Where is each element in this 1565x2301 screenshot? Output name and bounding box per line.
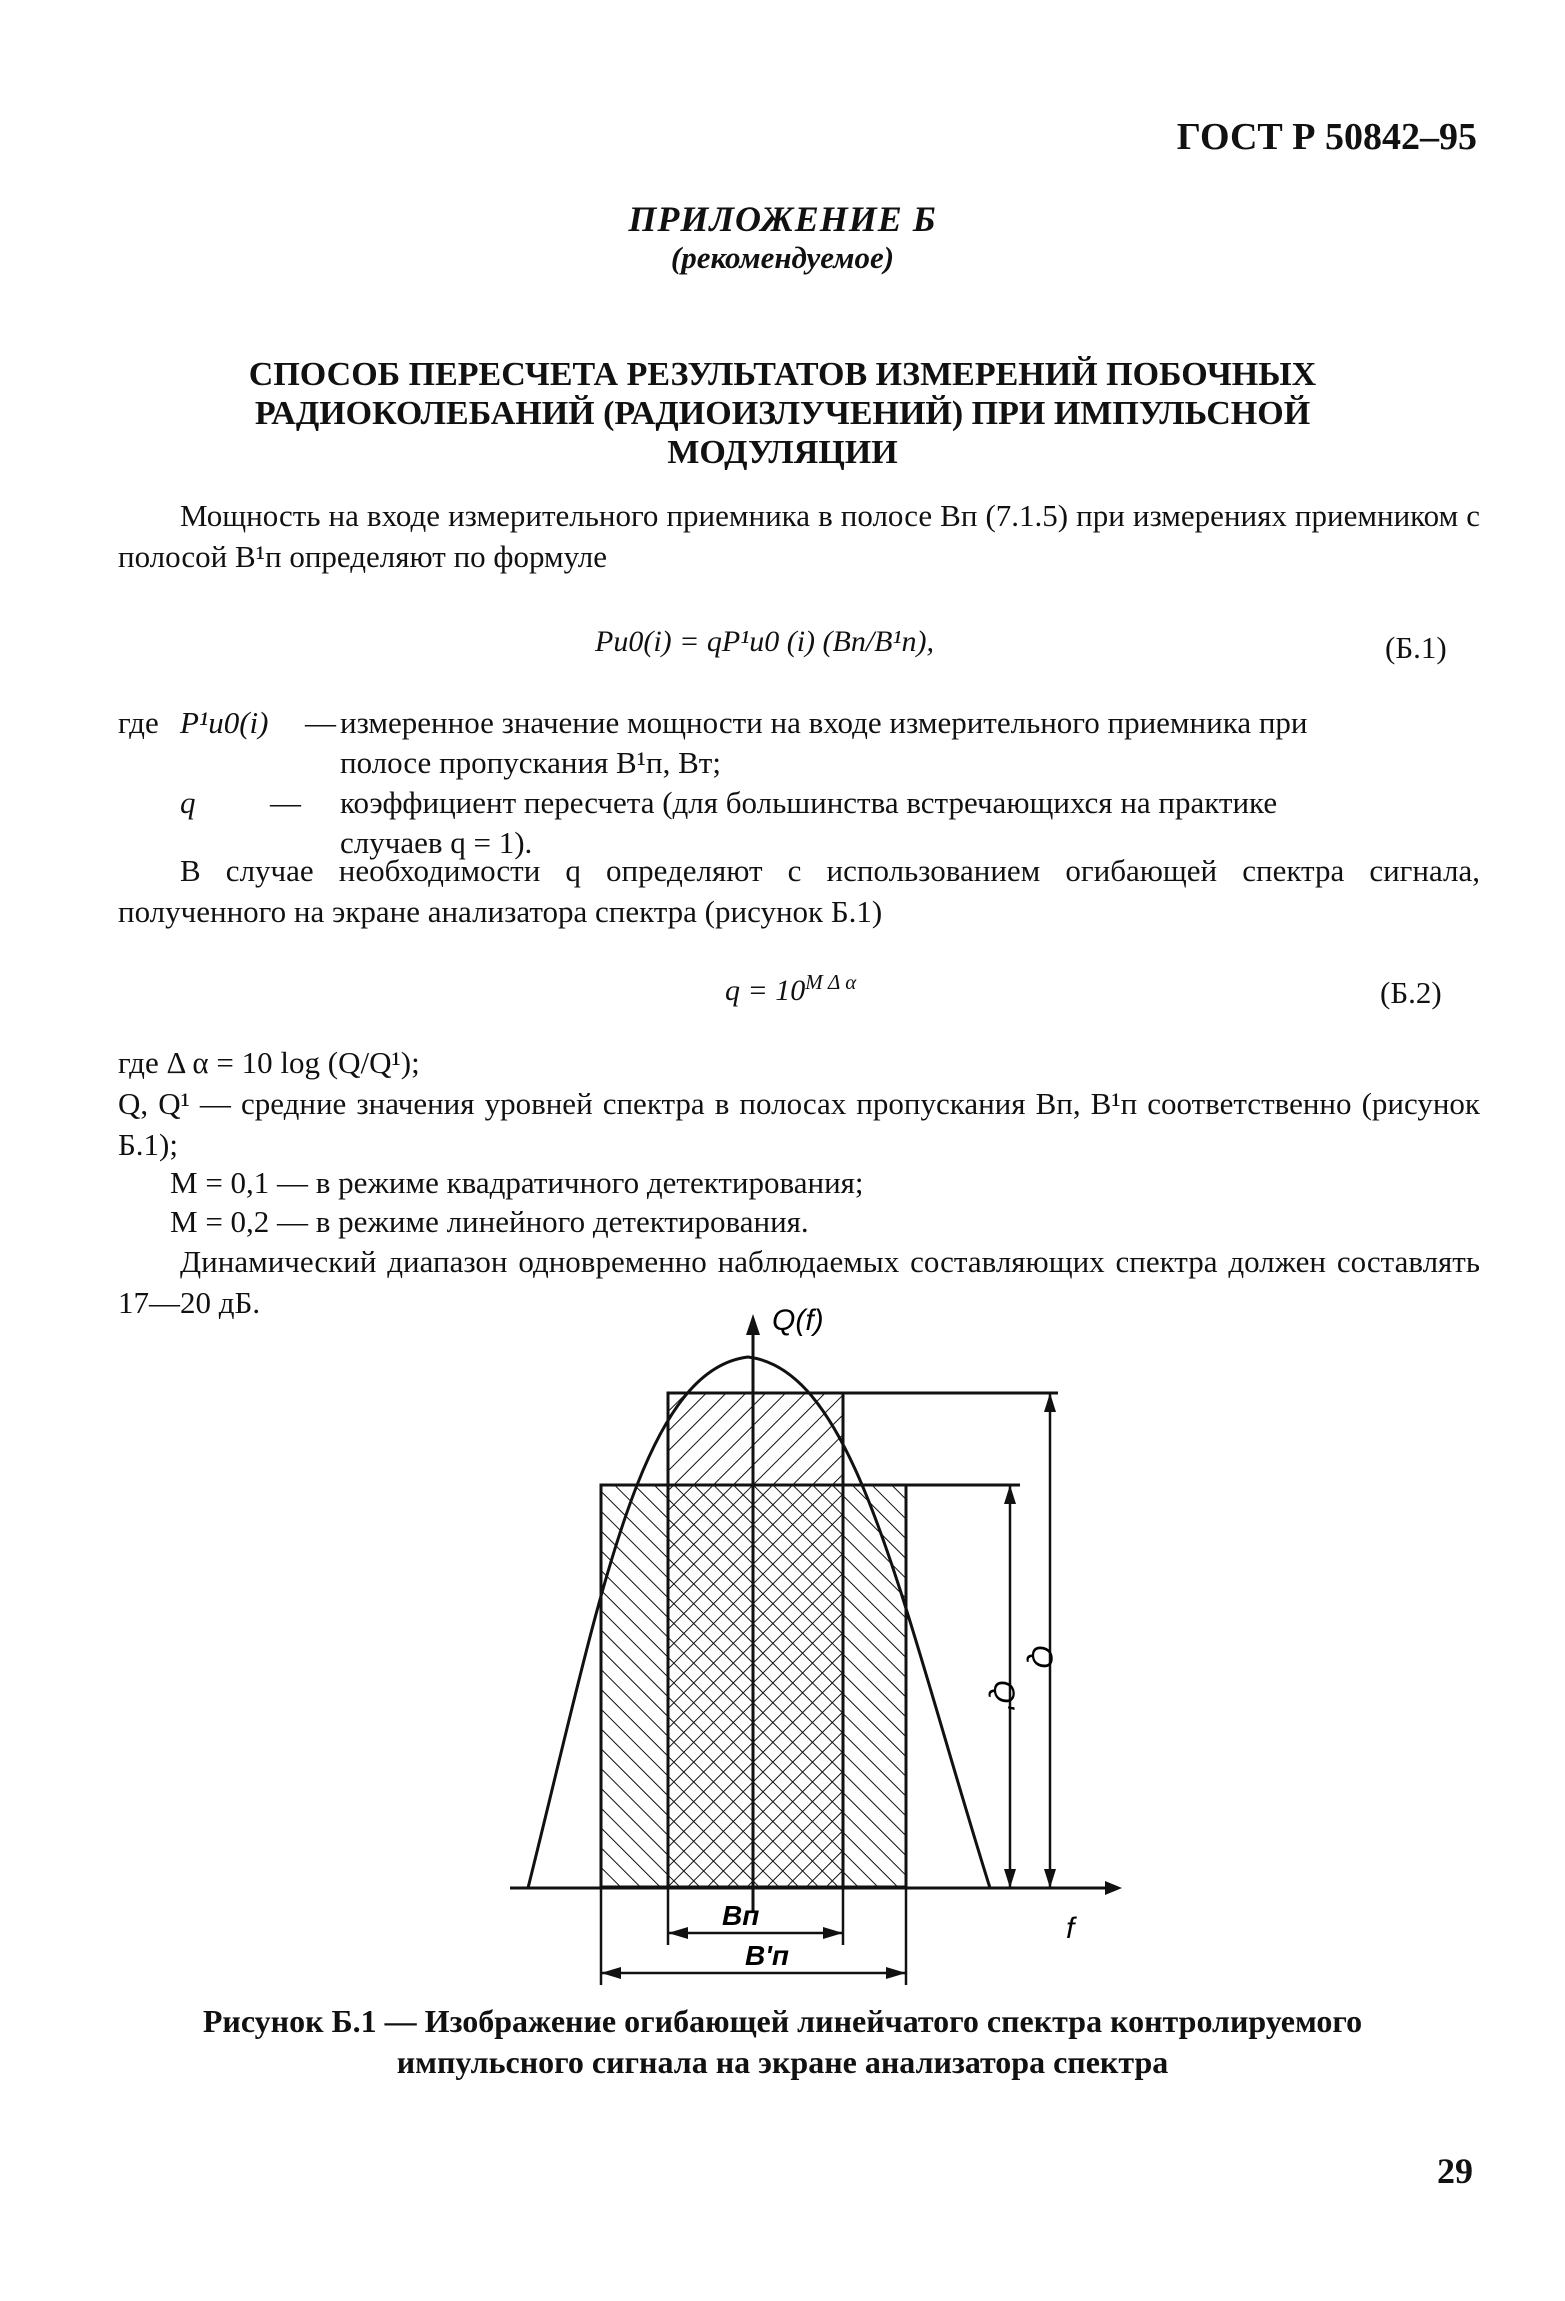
q-prime-label: Q' bbox=[987, 1680, 1020, 1710]
left-hatched-band bbox=[601, 1485, 668, 1887]
section-title-line-2: РАДИОКОЛЕБАНИЙ (РАДИОИЗЛУЧЕНИЙ) ПРИ ИМПУЛЬСНОЙ bbox=[254, 395, 1311, 432]
def-p-line-2: полосе пропускания B¹п, Вт; bbox=[340, 745, 721, 780]
def-m-linear: M = 0,2 — в режиме линейного детектирования. bbox=[170, 1204, 809, 1239]
figure-caption bbox=[0, 2001, 1565, 2083]
def-symbol-q: q bbox=[180, 785, 196, 820]
bn-prime-label: B'п bbox=[745, 1940, 789, 1971]
def-dash-1: — bbox=[305, 705, 336, 740]
q-dimension-arrow-top-icon bbox=[1044, 1393, 1056, 1412]
formula-b2-number: (Б.2) bbox=[1380, 975, 1442, 1010]
q-prime-dimension-arrow-top-icon bbox=[1004, 1485, 1016, 1504]
y-axis-arrow-icon bbox=[746, 1314, 760, 1335]
q-dimension-arrow-bottom-icon bbox=[1044, 1869, 1056, 1888]
figure-caption-line-1: Рисунок Б.1 — Изображение огибающей линейчатого спектра контролируемого bbox=[202, 2003, 1363, 2039]
bn-arrow-left-icon bbox=[668, 1927, 688, 1939]
bn-arrow-right-icon bbox=[823, 1927, 843, 1939]
formula-b1-number: (Б.1) bbox=[1385, 630, 1447, 665]
def-m-quadratic: M = 0,1 — в режиме квадратичного детектирования; bbox=[170, 1165, 864, 1200]
paragraph-dynamic-range: Динамический диапазон одновременно наблюдаемых составляющих спектра должен составлять 17—20 дБ. bbox=[118, 1244, 1480, 1320]
page-number: 29 bbox=[1437, 2151, 1473, 2191]
standard-code: ГОСТ Р 50842–95 bbox=[1176, 116, 1477, 158]
appendix-subtitle: (рекомендуемое) bbox=[670, 240, 895, 275]
def-p-line-1: измеренное значение мощности на входе измерительного приемника при bbox=[340, 705, 1308, 740]
right-hatched-band bbox=[843, 1485, 906, 1887]
where-label: где bbox=[118, 705, 159, 740]
upper-hatched-area bbox=[668, 1393, 843, 1485]
def-dash-2: — bbox=[270, 785, 301, 820]
x-axis-arrow-icon bbox=[1105, 1881, 1122, 1895]
def-q-levels: Q, Q¹ — средние значения уровней спектра в полосах пропускания Bп, B¹п соответственно (рисунок Б.1); bbox=[118, 1086, 1480, 1162]
x-axis-label: f bbox=[1066, 1912, 1075, 1945]
y-axis-label: Q(f) bbox=[772, 1304, 824, 1337]
appendix-title: ПРИЛОЖЕНИЕ Б bbox=[628, 199, 937, 239]
bn-prime-arrow-left-icon bbox=[601, 1967, 621, 1979]
q-label: Q bbox=[1025, 1645, 1058, 1669]
def-q-line-1: коэффициент пересчета (для большинства встречающихся на практике bbox=[340, 785, 1278, 820]
paragraph-q: В случае необходимости q определяют с использованием огибающей спектра сигнала, полученного на экране анализатора спектра (рисунок Б.1) bbox=[118, 853, 1480, 929]
paragraph-intro: Мощность на входе измерительного приемника в полосе Bп (7.1.5) при измерениях приемником с полосой B¹п определяют по формуле bbox=[118, 498, 1480, 574]
section-title-line-3: МОДУЛЯЦИИ bbox=[667, 434, 898, 471]
section-title-line-1: СПОСОБ ПЕРЕСЧЕТА РЕЗУЛЬТАТОВ ИЗМЕРЕНИЙ ПОБОЧНЫХ bbox=[248, 356, 1317, 393]
center-cross-area-b bbox=[668, 1485, 843, 1887]
bn-label: Bп bbox=[722, 1900, 760, 1931]
def-q-line-2: случаев q = 1). bbox=[340, 825, 533, 860]
def-delta-alpha: где Δ α = 10 log (Q/Q¹); bbox=[118, 1045, 420, 1080]
def-symbol-p: P¹и0(i) bbox=[180, 705, 269, 740]
formula-b1: Pи0(i) = qP¹и0 (i) (Bп/B¹п), bbox=[595, 625, 934, 658]
bn-prime-arrow-right-icon bbox=[886, 1967, 906, 1979]
figure-caption-line-2: импульсного сигнала на экране анализатора спектра bbox=[396, 2044, 1169, 2080]
q-prime-dimension-arrow-bottom-icon bbox=[1004, 1869, 1016, 1888]
formula-b2-exponent: M Δ α bbox=[805, 970, 857, 994]
formula-b2-base: q = 10 bbox=[725, 974, 806, 1007]
